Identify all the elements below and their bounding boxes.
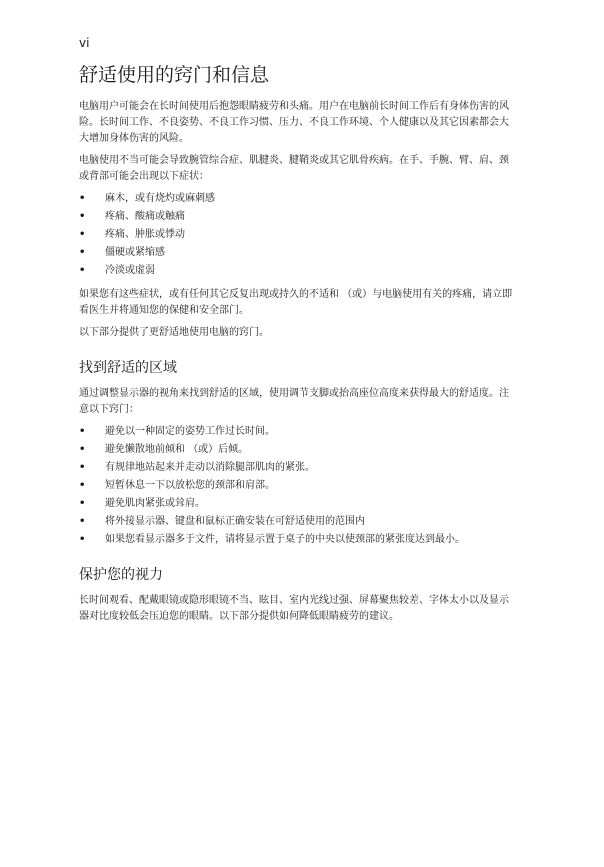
page-number: vi: [79, 36, 90, 50]
list-item: • 麻木，或有烧灼或麻刺感: [79, 191, 513, 207]
bullet-icon: •: [79, 534, 86, 545]
list-item: • 僵硬或紧缩感: [79, 245, 513, 261]
list-item: • 如果您看显示器多于文件，请将显示置于桌子的中央以使颈部的紧张度达到最小。: [79, 532, 513, 548]
list-item: • 将外接显示器、键盘和鼠标正确安装在可舒适使用的范围内: [79, 514, 513, 530]
bullet-icon: •: [79, 498, 86, 509]
bullet-icon: •: [79, 462, 86, 473]
intro-paragraph-1: 电脑用户可能会在长时间使用后抱怨眼睛疲劳和头痛。用户在电脑前长时间工作后有身体伤害的风险。长时间工作、不良姿势、不良工作习惯、压力、不良工作环境、个人健康以及其它因素都会大大增加身体伤害的风险。: [79, 101, 509, 144]
list-item: • 短暂休息一下以放松您的颈部和肩部。: [79, 478, 513, 494]
bullet-icon: •: [79, 265, 86, 276]
bullet-icon: •: [79, 247, 86, 258]
list-item: • 疼痛、肿胀或悸动: [79, 227, 513, 243]
bullet-icon: •: [79, 444, 86, 455]
vision-intro: 长时间观看、配戴眼镜或隐形眼镜不当、眩目、室内光线过强、屏幕聚焦较差、字体太小以及显示器对比度较低会压迫您的眼睛。以下部分提供如何降低眼睛疲劳的建议。: [79, 595, 509, 622]
bullet-icon: •: [79, 193, 86, 204]
list-item: • 疼痛、酸痛或触痛: [79, 209, 513, 225]
list-item: • 有规律地站起来并走动以消除腿部肌肉的紧张。: [79, 460, 513, 476]
section-heading-vision: 保护您的视力: [79, 567, 163, 583]
comfort-intro: 通过调整显示器的视角来找到舒适的区域，使用调节支脚或抬高座位高度来获得最大的舒适度。注意以下窍门：: [79, 388, 509, 415]
list-item: • 避免以一种固定的姿势工作过长时间。: [79, 424, 513, 440]
bullet-icon: •: [79, 211, 86, 222]
list-item: • 冷淡或虚弱: [79, 263, 513, 279]
after-paragraph-2: 以下部分提供了更舒适地使用电脑的窍门。: [79, 327, 269, 338]
section-heading-comfort: 找到舒适的区域: [79, 360, 177, 376]
bullet-icon: •: [79, 229, 86, 240]
after-paragraph-1: 如果您有这些症状，或有任何其它反复出现或持久的不适和 （或）与电脑使用有关的疼痛，请立即看医生并将通知您的保健和安全部门。: [79, 289, 513, 316]
list-item: • 避免肌肉紧张或耸肩。: [79, 496, 513, 512]
intro-paragraph-2: 电脑使用不当可能会导致腕管综合症、肌腱炎、腱鞘炎或其它肌骨疾病。在手、手腕、臂、肩、颈或背部可能会出现以下症状：: [79, 155, 509, 182]
bullet-icon: •: [79, 516, 86, 527]
comfort-tips-list: [79, 424, 513, 548]
page-title: 舒适使用的窍门和信息: [79, 64, 270, 86]
bullet-icon: •: [79, 426, 86, 437]
document-body: [79, 62, 513, 631]
list-item: • 避免懒散地前倾和 （或）后倾。: [79, 442, 513, 458]
symptom-list: [79, 191, 513, 279]
bullet-icon: •: [79, 480, 86, 491]
